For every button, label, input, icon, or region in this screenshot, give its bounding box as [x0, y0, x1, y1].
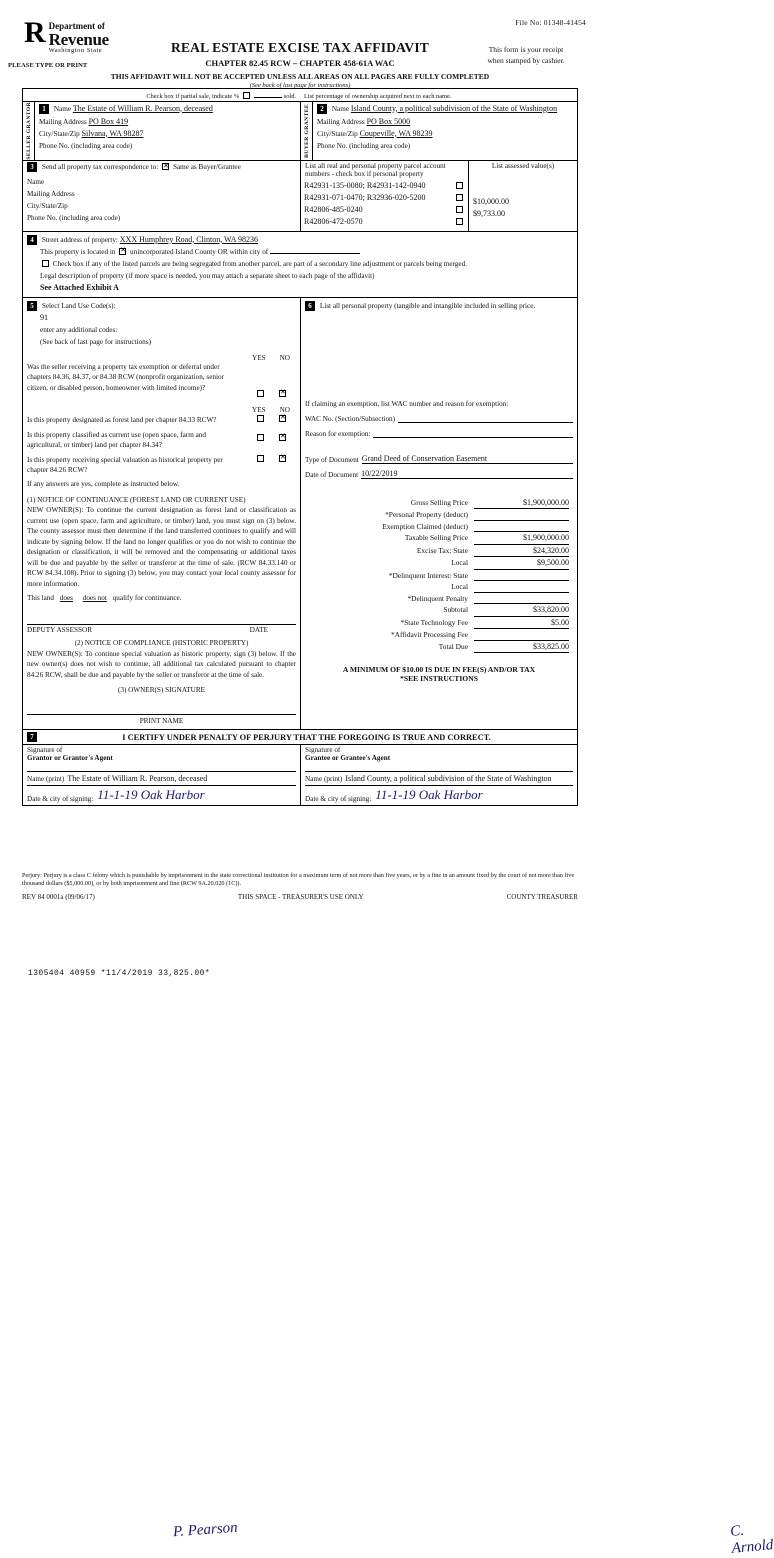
buyer-name-row — [313, 102, 577, 115]
grantor-date-value[interactable]: 11-1-19 Oak Harbor — [97, 787, 205, 803]
amount-value[interactable] — [474, 570, 569, 582]
continuance-body: NEW OWNER(S): To continue the current designation as forest land or classification as current use (open space, farm and agriculture, or timber) land, you must sign on (3) below. The county assessor must then determine if the land transferred continues to qualify and will indicate by signing below. If the land no longer qualifies or you do not wish to continue the designation or classification, it will be removed and the compensating or additional taxes will be due and payable by the seller or transferor at the time of sale. (RCW 84.33.140 or RCW 84.34.108). Prior to signing (3) below, you may contact your local county assessor for more information. — [27, 506, 296, 588]
amount-value[interactable]: $24,320.00 — [474, 545, 569, 558]
taxcorr-citystate-label: City/State/Zip — [27, 202, 68, 211]
land-use-label: Select Land Use Code(s): — [41, 301, 116, 310]
owner-signature-heading: (3) OWNER(S) SIGNATURE — [117, 686, 206, 695]
taxcorr-name-label: Name — [27, 178, 45, 187]
forest-land-yes-checkbox[interactable] — [257, 415, 264, 422]
buyer-phone-row — [313, 139, 577, 154]
amount-label: Subtotal — [443, 605, 468, 615]
amount-value[interactable] — [474, 521, 569, 533]
amount-row — [305, 581, 573, 593]
perjury-note: Perjury: Perjury is a class C felony which is punishable by imprisonment in the state correctional institution for a maximum term of not more than five years, or by a fine in an amount fixed by the court of not more than five thousand dollars ($5,000.00), or by both imprisonment and fine (RCW 9A.20.020 (1C)). — [22, 872, 575, 887]
taxcorr-label: Send all property tax correspondence to: — [41, 163, 159, 172]
print-name-label: PRINT NAME — [139, 717, 184, 726]
seller-tab — [23, 102, 35, 160]
assessed-value[interactable]: $9,733.00 — [473, 208, 505, 218]
parcel-row — [301, 216, 468, 231]
partial-sale-sold-label: sold. — [283, 92, 296, 100]
file-number-value: 01348-41454 — [543, 18, 586, 27]
treasurer-space-label: THIS SPACE - TREASURER'S USE ONLY — [237, 893, 364, 901]
amount-label: *Delinquent Penalty — [407, 593, 468, 603]
seller-mailing-value[interactable]: PO Box 419 — [88, 116, 129, 126]
body-columns — [23, 298, 577, 730]
located-in-label: This property is located in — [40, 247, 116, 256]
parcel-numbers[interactable]: R42931-135-0080; R42931-142-0940 — [304, 180, 426, 190]
grantee-signature[interactable]: C. Arnold — [729, 1522, 774, 1557]
property-address-section — [23, 232, 577, 298]
grantee-date-value[interactable]: 11-1-19 Oak Harbor — [375, 787, 483, 803]
city-of-label: city of — [249, 247, 269, 256]
amount-row — [305, 570, 573, 582]
amount-row — [305, 521, 573, 533]
amount-label: Excise Tax: State — [416, 545, 468, 555]
file-number-label: File No: — [515, 18, 542, 27]
amount-label: Local — [451, 558, 468, 568]
wac-number-value[interactable] — [398, 413, 573, 423]
personal-property-checkbox[interactable] — [456, 218, 463, 225]
parties-row — [23, 102, 577, 161]
assessed-value[interactable]: $10,000.00 — [473, 196, 509, 206]
buyer-tab-label: BUYER GRANTEE — [303, 103, 310, 158]
form-subtitle: CHAPTER 82.45 RCW – CHAPTER 458-61A WAC — [205, 58, 395, 68]
if-any-yes-note: If any answers are yes, complete as instructed below. — [27, 479, 180, 488]
deputy-assessor-label: DEPUTY ASSESSOR — [27, 626, 93, 635]
street-address-label: Street address of property: — [41, 235, 118, 244]
receipt-line-1: This form is your receipt — [488, 45, 564, 54]
document-type-value[interactable]: Grand Deed of Conservation Easement — [362, 454, 573, 464]
assessed-values-header: List assessed value(s) — [491, 162, 555, 171]
footer-row — [22, 893, 578, 901]
grantor-name-label: Name (print) — [27, 775, 65, 784]
revenue-logo-icon: R — [24, 16, 46, 49]
amount-label: Local — [451, 582, 468, 592]
taxcorr-citystate-row — [23, 200, 300, 212]
certify-statement: I CERTIFY UNDER PENALTY OF PERJURY THAT THE FOREGOING IS TRUE AND CORRECT. — [122, 732, 491, 742]
legal-description-label: Legal description of property (if more space is needed, you may attach a separate sheet to each page of the affidavit) — [40, 271, 375, 280]
parcel-row — [301, 180, 468, 192]
amount-label: Exemption Claimed (deduct) — [382, 521, 468, 531]
continuance-heading: (1) NOTICE OF CONTINUANCE (FOREST LAND OR CURRENT USE) — [27, 495, 246, 504]
revenue-label: Revenue — [48, 30, 109, 49]
form-note: (See back of last page for instructions) — [249, 82, 351, 89]
seller-mailing-row — [35, 115, 300, 127]
this-land-label: This land — [27, 594, 54, 603]
document-type-label: Type of Document — [305, 455, 359, 464]
segregating-row — [27, 258, 573, 270]
section-6-number: 6 — [305, 301, 315, 311]
grantee-signature-party: Grantee or Grantee's Agent — [305, 754, 391, 763]
amount-value[interactable]: $33,820.00 — [474, 604, 569, 617]
document-date-label: Date of Document — [305, 470, 359, 479]
seller-name-value[interactable]: The Estate of William R. Pearson, deceased — [72, 103, 213, 113]
see-instructions-note: *SEE INSTRUCTIONS — [400, 674, 478, 684]
correspondence-parcels-row — [23, 161, 577, 232]
amount-row — [305, 557, 573, 570]
yes-header-2: YES — [252, 405, 266, 414]
section-2-number: 2 — [317, 104, 327, 114]
buyer-mailing-row — [313, 115, 577, 127]
buyer-name-value[interactable]: Island County, a political subdivision of the State of Washington — [350, 103, 558, 113]
seller-exemption-yes-checkbox[interactable] — [257, 390, 264, 397]
grantee-date-label: Date & city of signing: — [305, 795, 372, 804]
amount-row — [305, 509, 573, 521]
parcel-numbers[interactable]: R42931-071-0470; R32936-020-5200 — [304, 192, 426, 202]
current-use-question: Is this property classified as current use (open space, farm and agricultural, or timber) land per chapter 84.34? — [27, 430, 207, 450]
no-header: NO — [279, 353, 290, 362]
historic-compliance-heading: (2) NOTICE OF COMPLIANCE (HISTORIC PROPERTY) — [74, 639, 249, 648]
amount-label: *Delinquent Interest: State — [388, 570, 468, 580]
amount-value[interactable]: $5.00 — [474, 617, 569, 630]
amount-value[interactable] — [474, 629, 569, 641]
buyer-mailing-label: Mailing Address — [317, 117, 365, 126]
exemption-instruction: If claiming an exemption, list WAC number and reason for exemption: — [305, 399, 509, 408]
buyer-name-label: Name — [331, 104, 350, 113]
seller-phone-row — [35, 139, 300, 154]
forest-land-question: Is this property designated as forest land per chapter 84.33 RCW? — [27, 415, 217, 424]
amount-row — [305, 593, 573, 605]
file-number — [515, 18, 586, 27]
amount-value[interactable] — [474, 509, 569, 521]
historic-compliance-body: NEW OWNER(S): To continue special valuation as historic property, sign (3) below. If the new owner(s) does not wish to continue, all additional tax calculated pursuant to chapter 84.26 RCW, shall be due and payable by the seller or transferor at the time of sale. — [27, 649, 296, 679]
amount-value[interactable]: $1,900,000.00 — [474, 532, 569, 545]
located-in-row — [27, 246, 573, 258]
taxcorr-name-row — [23, 176, 300, 188]
section-3-number: 3 — [27, 162, 37, 172]
land-use-additional-label: enter any additional codes: — [40, 325, 118, 334]
amount-row — [305, 545, 573, 558]
grantor-signature-party: Grantor or Grantor's Agent — [27, 754, 113, 763]
buyer-phone-label: Phone No. (including area code) — [317, 141, 411, 150]
assessor-date-label: DATE — [249, 626, 268, 635]
seller-exemption-no-checkbox[interactable] — [279, 390, 286, 397]
ownership-percent-note: List percentage of ownership acquired next to each name. — [304, 92, 452, 100]
parcel-numbers[interactable]: R42806-472-0570 — [304, 216, 363, 226]
parcel-row — [301, 204, 468, 216]
amount-value[interactable]: $33,825.00 — [474, 641, 569, 654]
seller-citystate-value[interactable]: Silvana, WA 98287 — [81, 128, 144, 138]
unincorporated-label: unincorporated Island County OR within — [130, 247, 248, 256]
section-7-number: 7 — [27, 732, 37, 742]
grantor-signature-label: Signature of — [27, 746, 63, 755]
please-type-note: PLEASE TYPE OR PRINT — [8, 62, 88, 69]
treasurer-stamp: 1305404 40959 *11/4/2019 33,825.00* — [28, 969, 211, 978]
buyer-tab — [301, 102, 313, 160]
taxcorr-phone-label: Phone No. (including area code) — [27, 214, 121, 223]
wac-number-label: WAC No. (Section/Subsection) — [305, 414, 396, 423]
legal-desc-label-row — [27, 270, 573, 282]
receipt-note — [466, 44, 586, 66]
amount-label: *Personal Property (deduct) — [385, 510, 468, 520]
personal-property-value[interactable] — [305, 312, 573, 398]
buyer-citystate-value[interactable]: Coupeville, WA 98239 — [359, 128, 433, 138]
partial-sale-checkbox[interactable] — [243, 92, 250, 99]
taxcorr-mailing-row — [23, 188, 300, 200]
parcels-header: List all real and personal property parcel account numbers - check box if personal property — [305, 162, 446, 179]
amount-label: *State Technology Fee — [400, 617, 468, 627]
section-4-number: 4 — [27, 235, 37, 245]
grantee-name-label: Name (print) — [305, 775, 343, 784]
this-land-row — [27, 592, 296, 604]
reason-exemption-label: Reason for exemption: — [305, 429, 371, 438]
document-date-value[interactable]: 10/22/2019 — [361, 469, 573, 479]
seller-name-label: Name — [53, 104, 72, 113]
amount-label: Gross Selling Price — [410, 497, 468, 507]
taxcorr-mailing-label: Mailing Address — [27, 190, 75, 199]
land-use-code-value[interactable]: 91 — [40, 312, 48, 322]
parcel-row — [301, 192, 468, 204]
historic-yes-checkbox[interactable] — [257, 455, 264, 462]
yes-header: YES — [252, 353, 266, 362]
current-use-no-checkbox[interactable] — [279, 434, 286, 441]
historic-no-checkbox[interactable] — [279, 455, 286, 462]
segregating-checkbox[interactable] — [42, 260, 49, 267]
seller-phone-label: Phone No. (including area code) — [39, 141, 133, 150]
amount-row — [305, 497, 573, 510]
department-label: Department of — [48, 21, 105, 31]
does-option[interactable]: does — [59, 594, 73, 603]
forest-land-no-checkbox[interactable] — [279, 415, 286, 422]
historic-valuation-question: Is this property receiving special valuation as historical property per chapter 84.26 RCW? — [27, 455, 223, 475]
amount-label: *Affidavit Processing Fee — [390, 630, 468, 640]
grantor-name-value[interactable]: The Estate of William R. Pearson, deceased — [67, 774, 208, 784]
land-use-instructions: (See back of last page for instructions) — [40, 337, 151, 346]
amount-value[interactable] — [474, 593, 569, 605]
grantor-signature[interactable]: P. Pearson — [172, 1519, 239, 1541]
amount-row — [305, 617, 573, 630]
page-title: REAL ESTATE EXCISE TAX AFFIDAVIT — [171, 40, 429, 55]
grantee-signature-label: Signature of — [305, 746, 341, 755]
segregating-label: Check box if any of the listed parcels are being segregated from another parcel, are part of a secondary line adjustment or parcels being merged. — [52, 259, 467, 268]
amount-row — [305, 641, 573, 654]
seller-exemption-question: Was the seller receiving a property tax exemption or deferral under chapters 84.36, 84.37, or 84.38 RCW (nonprofit organization, senior citizen, or disabled person, homeowner with limited income)? — [27, 362, 224, 392]
personal-property-checkbox[interactable] — [456, 182, 463, 189]
personal-property-checkbox[interactable] — [456, 194, 463, 201]
amount-row — [305, 629, 573, 641]
personal-property-label: List all personal property (tangible and intangible included in selling price. — [319, 301, 536, 310]
amount-label: Total Due — [438, 641, 468, 651]
form-warning: THIS AFFIDAVIT WILL NOT BE ACCEPTED UNLESS ALL AREAS ON ALL PAGES ARE FULLY COMPLETED — [110, 72, 490, 81]
amount-row — [305, 604, 573, 617]
grantor-date-label: Date & city of signing: — [27, 795, 94, 804]
county-treasurer-label: COUNTY TREASURER — [506, 893, 578, 901]
buyer-citystate-label: City/State/Zip — [317, 129, 358, 138]
no-header-2: NO — [279, 405, 290, 414]
buyer-citystate-row — [313, 127, 577, 139]
seller-name-row — [35, 102, 300, 115]
seller-citystate-row — [35, 127, 300, 139]
amount-value[interactable] — [474, 581, 569, 593]
street-address-value[interactable]: XXX Humphrey Road, Clinton, WA 98236 — [119, 234, 259, 244]
same-as-buyer-checkbox[interactable] — [162, 163, 169, 170]
state-label: Washington State — [48, 47, 103, 54]
does-not-option[interactable]: does not — [82, 594, 107, 603]
receipt-line-2: when stamped by cashier. — [487, 56, 565, 65]
seller-tab-label: SELLER GRANTOR — [25, 102, 32, 160]
section-5-number: 5 — [27, 301, 37, 311]
rev-number: REV 84 0001a (09/06/17) — [22, 893, 95, 901]
taxcorr-phone-row — [23, 212, 300, 226]
amount-value[interactable]: $1,900,000.00 — [474, 497, 569, 510]
same-as-buyer-label: Same as Buyer/Grantee — [172, 163, 241, 172]
partial-sale-label: Check box if partial sale, indicate % — [146, 92, 240, 100]
amount-row — [305, 532, 573, 545]
seller-citystate-label: City/State/Zip — [39, 129, 80, 138]
parcel-numbers[interactable]: R42806-485-0240 — [304, 204, 363, 214]
minimum-due-note: A MINIMUM OF $10.00 IS DUE IN FEE(S) AND/OR TAX — [342, 665, 536, 675]
unincorporated-checkbox[interactable] — [119, 248, 126, 255]
seller-mailing-label: Mailing Address — [39, 117, 87, 126]
amount-label: Taxable Selling Price — [404, 533, 468, 543]
taxcorr-header — [23, 161, 300, 174]
partial-sale-row — [23, 89, 577, 102]
section-1-number: 1 — [39, 104, 49, 114]
grantee-name-value[interactable]: Island County, a political subdivision of the State of Washington — [345, 774, 552, 784]
qualify-label: qualify for continuance. — [112, 594, 182, 603]
buyer-mailing-value[interactable]: PO Box 5000 — [366, 116, 411, 126]
current-use-yes-checkbox[interactable] — [257, 434, 264, 441]
amount-value[interactable]: $9,500.00 — [474, 557, 569, 570]
personal-property-checkbox[interactable] — [456, 206, 463, 213]
legal-description-value[interactable]: See Attached Exhibit A — [40, 282, 119, 292]
reason-exemption-value[interactable] — [373, 428, 573, 438]
